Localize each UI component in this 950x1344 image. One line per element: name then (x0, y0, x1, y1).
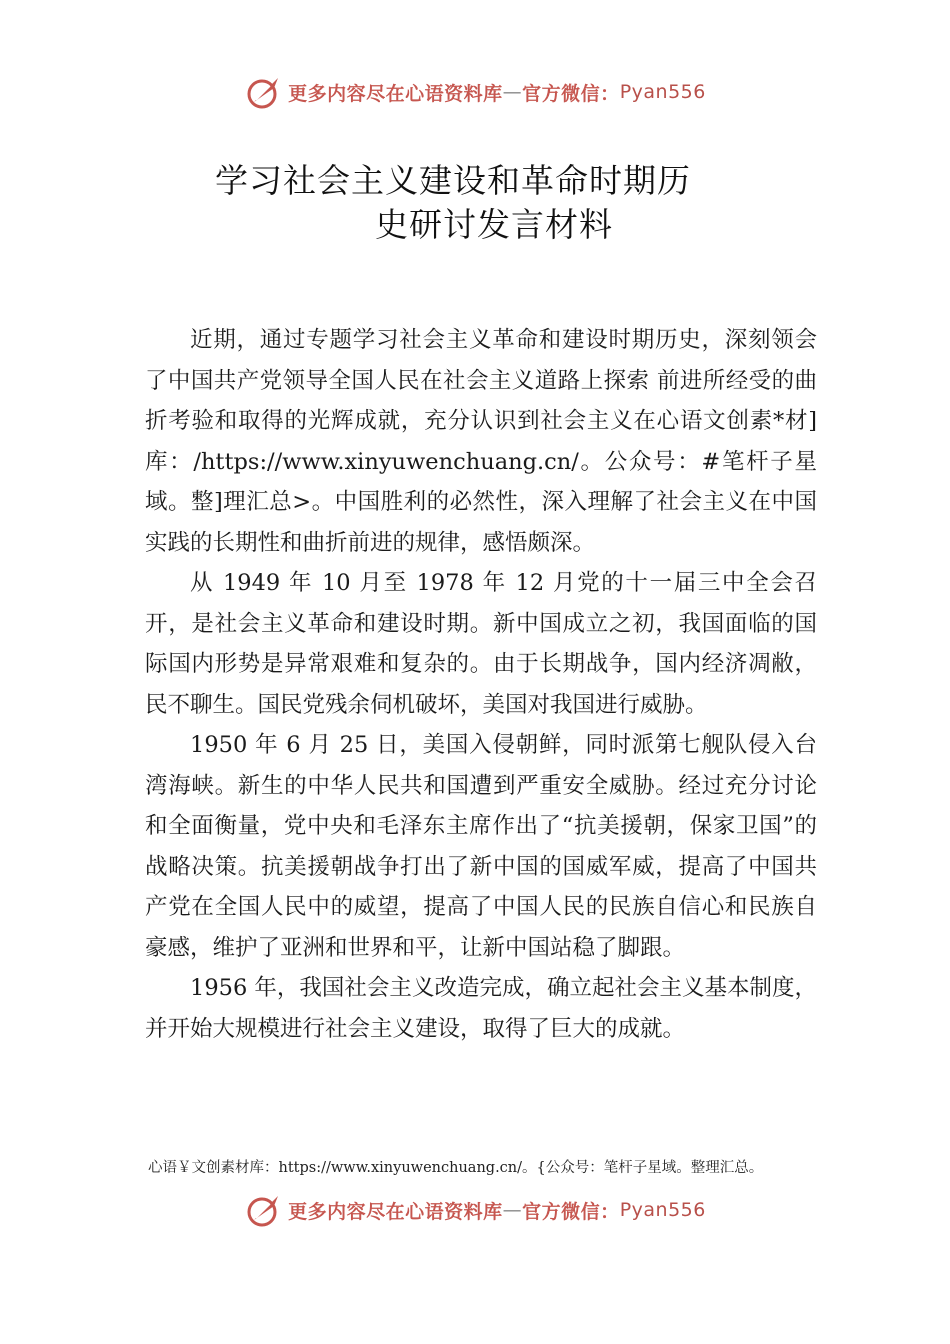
paragraph: 1950 年 6 月 25 日，美国入侵朝鲜，同时派第七舰队侵入台湾海峡。新生的中华人民共和国遭到严重安全威胁。经过充分讨论和全面衡量，党中央和毛泽东主席作出了“抗美援朝，保家卫国”的战略决策。抗美援朝战争打出了新中国的国威军威，提高了中国共产党在全国人民中的威望，提高了中国人民的民族自信心和民族自豪感，维护了亚洲和世界和平，让新中国站稳了脚跟。 (145, 732, 817, 961)
quill-logo-icon (244, 72, 284, 112)
title-line-2: 史研讨发言材料 (375, 205, 613, 244)
footnote: 心语￥文创素材库：https://www.xinyuwenchuang.cn/。{公众号：笔杆子星域。整理汇总。 (148, 1160, 764, 1176)
banner-official-label: 官方微信： (522, 82, 620, 105)
header-banner (0, 72, 950, 112)
paragraph: 近期，通过专题学习社会主义革命和建设时期历史，深刻领会了中国共产党领导全国人民在社会主义道路上探索 前进所经受的曲折考验和取得的光辉成就，充分认识到社会主义在心语文创素*材]库：/https://www.xinyuwenchuang.cn/。公众号：#笔杆子星域。整]理汇总>。中国胜利的必然性，深入理解了社会主义在中国实践的长期性和曲折前进的规律，感悟颇深。 (145, 327, 817, 556)
banner-dash: — (502, 1199, 523, 1221)
title-line-1: 学习社会主义建设和革命时期历 (215, 161, 691, 200)
banner-official-label: 官方微信： (522, 1200, 620, 1223)
paragraph: 1956 年，我国社会主义改造完成，确立起社会主义基本制度，并开始大规模进行社会主义建设，取得了巨大的成就。 (145, 975, 817, 1042)
document-body (145, 320, 817, 1049)
banner-account: Pyan556 (619, 81, 706, 103)
paragraph: 从 1949 年 10 月至 1978 年 12 月党的十一届三中全会召开，是社会主义革命和建设时期。新中国成立之初，我国面临的国际国内形势是异常艰难和复杂的。由于长期战争，国内经济凋敝，民不聊生。国民党残余伺机破坏，美国对我国进行威胁。 (145, 570, 817, 718)
banner-main-text: 更多内容尽在心语资料库 (288, 82, 503, 105)
footer-banner (0, 1190, 950, 1230)
banner-main-text: 更多内容尽在心语资料库 (288, 1200, 503, 1223)
banner-dash: — (502, 81, 523, 103)
banner-account: Pyan556 (619, 1199, 706, 1221)
quill-logo-icon (244, 1190, 284, 1230)
